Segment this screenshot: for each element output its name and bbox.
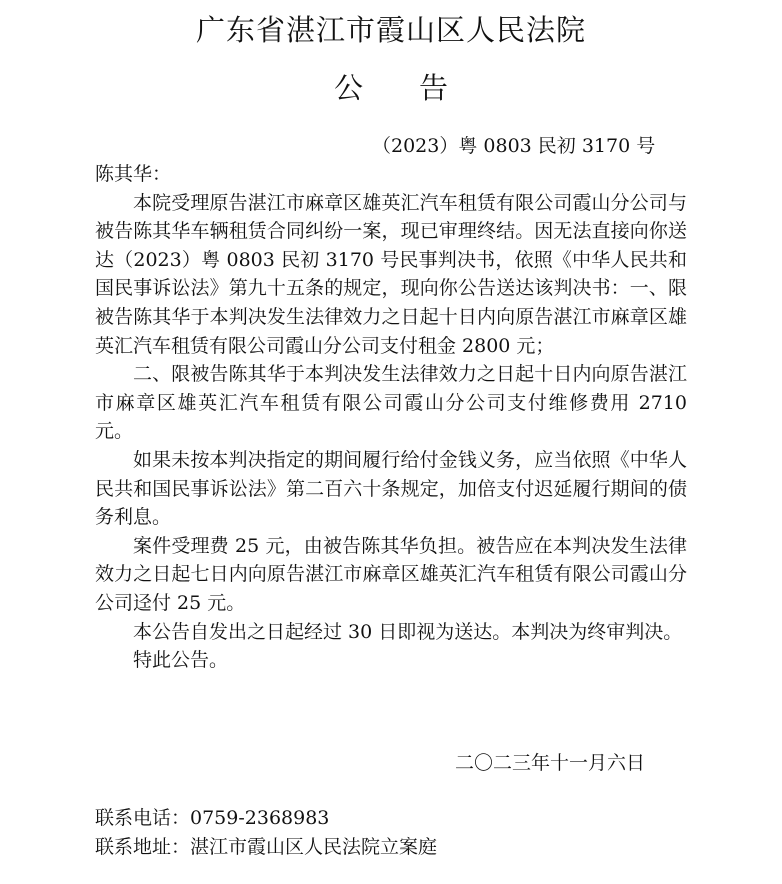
- paragraph-service-and-rent: 本院受理原告湛江市麻章区雄英汇汽车租赁有限公司霞山分公司与被告陈其华车辆租赁合同纠纷一案，现已审理终结。因无法直接向你送达（2023）粤 0803 民初 3170 号民事判决书，依照《中华人民共和国民事诉讼法》第九十五条的规定，现向你公告送达该判决书：一、限被告陈其华于本判决发生法律效力之日起十日内向原告湛江市麻章区雄英汇汽车租赁有限公司霞山分公司支付租金 2800 元；: [95, 191, 687, 357]
- issue-date: 二〇二三年十一月六日: [455, 752, 646, 774]
- paragraph-service-period: 本公告自发出之日起经过 30 日即视为送达。本判决为终审判决。: [133, 620, 683, 643]
- contact-address: 联系地址：湛江市霞山区人民法院立案庭: [95, 836, 438, 858]
- paragraph-repair-fee: 二、限被告陈其华于本判决发生法律效力之日起十日内向原告湛江市麻章区雄英汇汽车租赁有限公司霞山分公司支付维修费用 2710 元。: [95, 363, 687, 443]
- notice-heading: [0, 68, 782, 108]
- notice-heading-char-1: 公: [333, 71, 363, 105]
- paragraph-case-fee: 案件受理费 25 元，由被告陈其华负担。被告应在本判决发生法律效力之日起七日内向原告湛江市麻章区雄英汇汽车租赁有限公司霞山分公司迳付 25 元。: [95, 534, 687, 614]
- notice-heading-char-2: 告: [419, 71, 449, 105]
- addressee: 陈其华：: [95, 163, 172, 185]
- notice-body: [95, 160, 687, 675]
- contact-phone: 联系电话：0759-2368983: [95, 807, 330, 829]
- case-number: （2023）粤 0803 民初 3170 号: [372, 135, 656, 157]
- paragraph-delay-interest: 如果未按本判决指定的期间履行给付金钱义务，应当依照《中华人民共和国民事诉讼法》第二百六十条规定，加倍支付迟延履行期间的债务利息。: [95, 448, 687, 529]
- court-name-title: 广东省湛江市霞山区人民法院: [195, 13, 586, 47]
- paragraph-closing: 特此公告。: [133, 649, 229, 672]
